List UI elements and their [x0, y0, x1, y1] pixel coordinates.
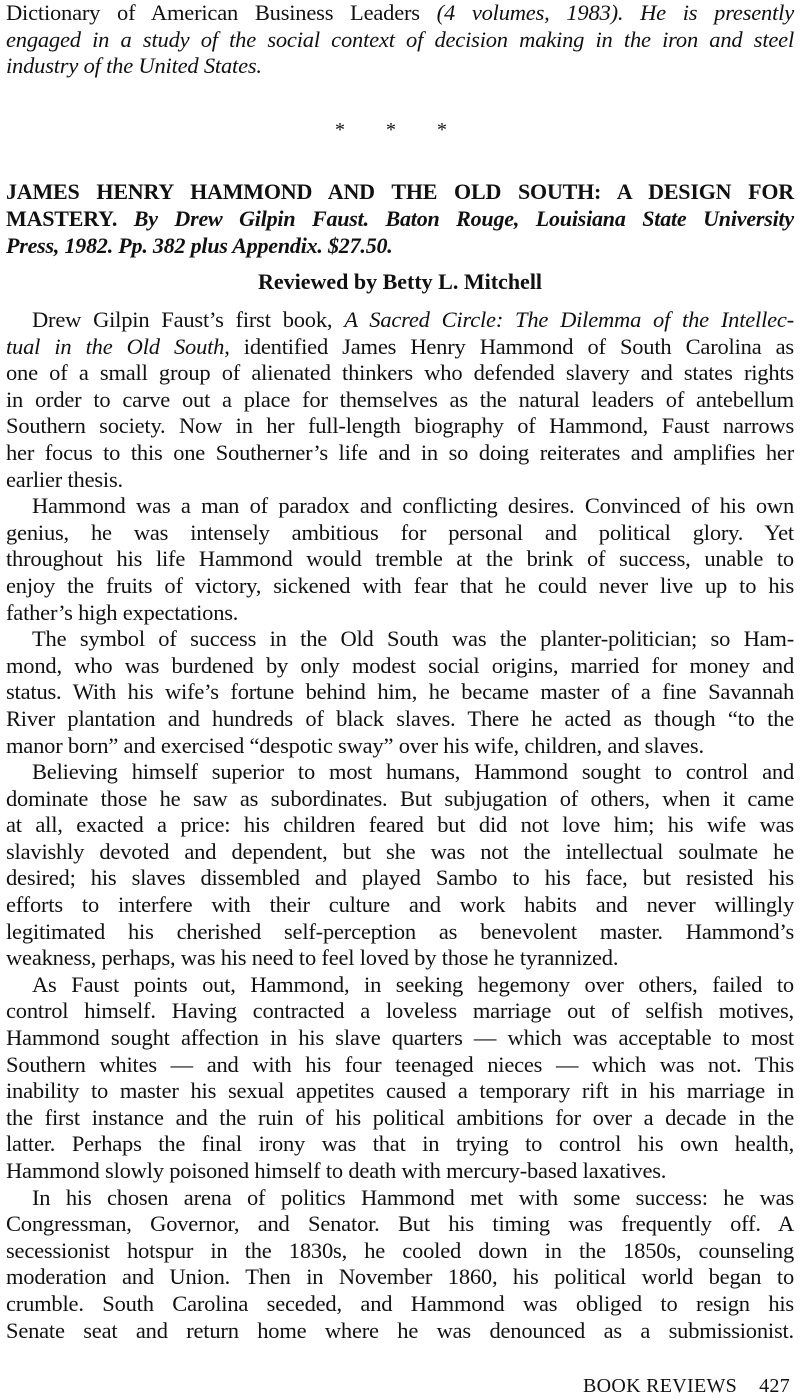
text-line: inability to master his sexual appetites caused a temporary rift in his marriage in — [6, 1078, 794, 1104]
text-line: As Faust points out, Hammond, in seeking hegemony over others, failed to — [32, 971, 794, 997]
text-line: her focus to this one Southerner’s life and in so doing reiterates and amplifies her — [6, 439, 794, 465]
text-line: Hammond was a man of paradox and conflicting desires. Convinced of his own — [32, 493, 794, 519]
text-line — [6, 334, 794, 361]
book-author-publisher: By Drew Gilpin Faust. Baton Rouge, Louisiana State University — [117, 206, 794, 231]
paragraph — [6, 493, 794, 626]
text-roman: Drew Gilpin Faust’s first book, — [32, 307, 345, 332]
text-line: Southern whites — and with his four teenaged nieces — which was not. This — [6, 1051, 794, 1077]
text-line: Hammond slowly poisoned himself to death with mercury-based laxatives. — [6, 1158, 667, 1183]
text-line: control himself. Having contracted a loveless marriage out of selfish motives, — [6, 998, 794, 1024]
text-line: The symbol of success in the Old South was the planter-politician; so Ham- — [32, 626, 794, 652]
book-title-italic: A Sacred Circle: The Dilemma of the Intellec- — [344, 307, 794, 332]
paragraph — [6, 1185, 794, 1345]
text-line: secessionist hotspur in the 1830s, he cooled down in the 1850s, counseling — [6, 1237, 794, 1263]
text-line: In his chosen arena of politics Hammond met with some success: he was — [32, 1184, 794, 1210]
text-line: efforts to interfere with their culture and work habits and never willingly — [6, 892, 794, 918]
reviewer-byline: Reviewed by Betty L. Mitchell — [257, 269, 543, 294]
text-roman: , identified James Henry Hammond of South Carolina as — [224, 333, 794, 359]
text-line — [6, 0, 794, 27]
paragraph — [6, 972, 794, 1185]
text-line: weakness, perhaps, was his need to feel loved by those he tyrannized. — [6, 945, 619, 971]
review-body — [6, 307, 794, 1344]
book-citation-line — [6, 205, 794, 232]
text-line: Hammond sought affection in his slave quarters — which was acceptable to most — [6, 1025, 794, 1051]
text-line — [6, 307, 794, 334]
text-line: enjoy the fruits of victory, sickened with fear that he could never live up to his — [6, 572, 794, 598]
paragraph — [6, 626, 794, 759]
text-line: earlier thesis. — [6, 466, 123, 492]
text-line: manor born” and exercised “despotic sway” over his wife, children, and slaves. — [6, 732, 704, 758]
text-line: Believing himself superior to most humans, Hammond sought to control and — [32, 759, 794, 785]
running-head: BOOK REVIEWS — [582, 1375, 738, 1397]
paragraph — [6, 307, 794, 493]
text-line: Congressman, Governor, and Senator. But his timing was frequently off. A — [6, 1211, 794, 1237]
text-line: Senate seat and return home where he was denounced as a submissionist. — [6, 1317, 794, 1343]
text-line: in order to carve out a place for themselves as the natural leaders of antebellum — [6, 386, 794, 412]
paragraph — [6, 759, 794, 972]
text-line: throughout his life Hammond would tremble at the brink of success, unable to — [6, 546, 794, 572]
text-line: slavishly devoted and dependent, but she was not the intellectual soulmate he — [6, 838, 794, 864]
text-line: genius, he was intensely ambitious for personal and political glory. Yet — [6, 519, 794, 545]
page-number: 427 — [759, 1375, 790, 1397]
text-line: at all, exacted a price: his children feared but did not love him; his wife was — [6, 812, 794, 838]
previous-review-ending — [6, 0, 794, 80]
book-title-line: JAMES HENRY HAMMOND AND THE OLD SOUTH: A DESIGN FOR — [6, 179, 794, 204]
text-line: dominate those he saw as subordinates. But subjugation of others, when it came — [6, 785, 794, 811]
book-title-end: MASTERY. — [6, 206, 118, 231]
text-line: desired; his slaves dissembled and played Sambo to his face, but resisted his — [6, 865, 794, 891]
book-publication-details: Press, 1982. Pp. 382 plus Appendix. $27.50. — [6, 233, 393, 258]
text-italic: (4 volumes, 1983). He is presently — [436, 0, 794, 25]
text-line: the first instance and the ruin of his political ambitions for over a decade in the — [6, 1104, 794, 1130]
text-roman: Dictionary of American Business Leaders — [6, 0, 437, 25]
text-line: mond, who was burdened by only modest social origins, married for money and — [6, 652, 794, 678]
text-line: River plantation and hundreds of black slaves. There he acted as though “to the — [6, 705, 794, 731]
text-line: Southern society. Now in her full-length biography of Hammond, Faust narrows — [6, 413, 794, 439]
text-line: engaged in a study of the social context of decision making in the iron and steel — [6, 26, 794, 52]
text-line: crumble. South Carolina seceded, and Hammond was obliged to resign his — [6, 1290, 794, 1316]
page-footer — [583, 1375, 790, 1398]
book-title-italic: tual in the Old South — [6, 333, 225, 359]
text-line: legitimated his cherished self-perception as benevolent master. Hammond’s — [6, 918, 794, 944]
text-line: one of a small group of alienated thinkers who defended slavery and states rights — [6, 360, 794, 386]
text-line: father’s high expectations. — [6, 599, 239, 625]
text-line: latter. Perhaps the final irony was that in trying to control his own health, — [6, 1131, 794, 1157]
review-heading — [6, 178, 794, 259]
text-line: industry of the United States. — [6, 53, 262, 79]
text-line: status. With his wife’s fortune behind him, he became master of a fine Savannah — [6, 679, 794, 705]
section-separator: * * * — [335, 119, 465, 141]
text-line: moderation and Union. Then in November 1860, his political world began to — [6, 1264, 794, 1290]
